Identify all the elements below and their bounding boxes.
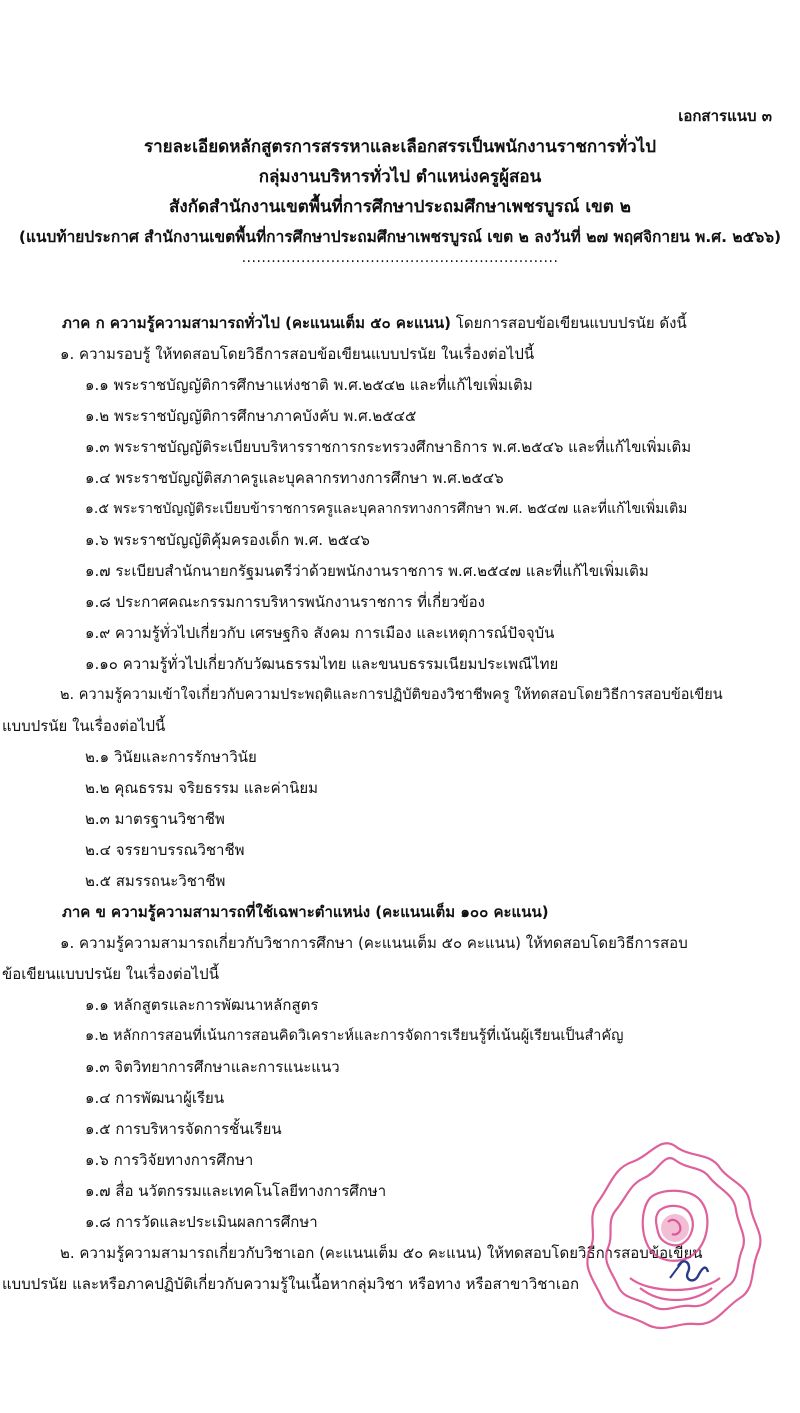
section-b-item-2-cont: แบบปรนัย และหรือภาคปฏิบัติเกี่ยวกับความรู้ในเนื้อหากลุ่มวิชา หรือทาง หรือสาขาวิชาเอก [2,1275,580,1293]
list-item: ๑.๙ ความรู้ทั่วไปเกี่ยวกับ เศรษฐกิจ สังคม การเมือง และเหตุการณ์ปัจจุบัน [85,624,555,642]
list-item: ๑.๗ สื่อ นวัตกรรมและเทคโนโลยีทางการศึกษา [85,1182,387,1200]
list-item: ๒.๓ มาตรฐานวิชาชีพ [85,810,225,828]
list-item: ๑.๕ การบริหารจัดการชั้นเรียน [85,1120,282,1138]
section-b-title: ภาค ข ความรู้ความสามารถที่ใช้เฉพาะตำแหน่ง (คะแนนเต็ม ๑๐๐ คะแนน) [62,903,549,921]
list-item: ๑.๑ หลักสูตรและการพัฒนาหลักสูตร [85,996,319,1014]
section-a-item-2: ๒. ความรู้ความเข้าใจเกี่ยวกับความประพฤติและการปฏิบัติของวิชาชีพครู ให้ทดสอบโดยวิธีการสอบข้อเขียน [60,687,723,703]
list-item: ๒.๒ คุณธรรม จริยธรรม และค่านิยม [85,779,319,797]
section-b-item-1: ๑. ความรู้ความสามารถเกี่ยวกับวิชาการศึกษา (คะแนนเต็ม ๕๐ คะแนน) ให้ทดสอบโดยวิธีการสอบ [60,934,688,952]
list-item: ๑.๑๐ ความรู้ทั่วไปเกี่ยวกับวัฒนธรรมไทย และขนบธรรมเนียมประเพณีไทย [85,655,559,673]
section-a-item-2-cont: แบบปรนัย ในเรื่องต่อไปนี้ [2,717,166,735]
list-item: ๑.๔ การพัฒนาผู้เรียน [85,1089,225,1107]
list-item: ๑.๔ พระราชบัญญัติสภาครูและบุคลากรทางการศึกษา พ.ศ.๒๕๔๖ [85,469,504,487]
section-b-item-1-cont: ข้อเขียนแบบปรนัย ในเรื่องต่อไปนี้ [2,965,219,983]
list-item: ๑.๒ หลักการสอนที่เน้นการสอนคิดวิเคราะห์และการจัดการเรียนรู้ที่เน้นผู้เรียนเป็นสำคัญ [85,1028,624,1044]
list-item: ๒.๔ จรรยาบรรณวิชาชีพ [85,841,245,859]
list-item: ๑.๓ พระราชบัญญัติระเบียบบริหารราชการกระทรวงศึกษาธิการ พ.ศ.๒๕๔๖ และที่แก้ไขเพิ่มเติม [85,438,692,456]
list-item: ๑.๗ ระเบียบสำนักนายกรัฐมนตรีว่าด้วยพนักงานราชการ พ.ศ.๒๕๔๗ และที่แก้ไขเพิ่มเติม [85,562,649,580]
section-b-item-2: ๒. ความรู้ความสามารถเกี่ยวกับวิชาเอก (คะแนนเต็ม ๕๐ คะแนน) ให้ทดสอบโดยวิธีการสอบข้อเขียน [60,1244,703,1262]
list-item: ๑.๓ จิตวิทยาการศึกษาและการแนะแนว [85,1058,340,1076]
list-item: ๑.๖ การวิจัยทางการศึกษา [85,1151,254,1169]
header-office: สังกัดสำนักงานเขตพื้นที่การศึกษาประถมศึกษาเพชรบูรณ์ เขต ๒ [169,197,631,217]
header-separator: ................................................................ [241,250,559,266]
header-group: กลุ่มงานบริหารทั่วไป ตำแหน่งครูผู้สอน [258,167,542,187]
list-item: ๑.๕ พระราชบัญญัติระเบียบข้าราชการครูและบุคลากรทางการศึกษา พ.ศ. ๒๕๔๗ และที่แก้ไขเพิ่มเติม [85,501,688,517]
list-item: ๒.๑ วินัยและการรักษาวินัย [85,748,257,766]
list-item: ๑.๘ ประกาศคณะกรรมการบริหารพนักงานราชการ ที่เกี่ยวข้อง [85,593,485,611]
list-item: ๑.๘ การวัดและประเมินผลการศึกษา [85,1213,318,1231]
list-item: ๒.๕ สมรรถนะวิชาชีพ [85,872,226,890]
document-header [0,132,800,252]
annex-label: เอกสารแนบ ๓ [678,107,772,125]
list-item: ๑.๖ พระราชบัญญัติคุ้มครองเด็ก พ.ศ. ๒๕๔๖ [85,531,370,549]
header-reference: (แนบท้ายประกาศ สำนักงานเขตพื้นที่การศึกษาประถมศึกษาเพชรบูรณ์ เขต ๒ ลงวันที่ ๒๗ พฤศจิกายน พ.ศ. ๒๕๖๖) [18,228,782,246]
header-title: รายละเอียดหลักสูตรการสรรหาและเลือกสรรเป็นพนักงานราชการทั่วไป [144,137,656,157]
section-a-item-1: ๑. ความรอบรู้ ให้ทดสอบโดยวิธีการสอบข้อเขียนแบบปรนัย ในเรื่องต่อไปนี้ [60,345,535,363]
list-item: ๑.๒ พระราชบัญญัติการศึกษาภาคบังคับ พ.ศ.๒๕๔๕ [85,407,417,425]
office-seal-stamp [580,1138,770,1338]
signature-mark [678,1261,708,1280]
section-a-title: ภาค ก ความรู้ความสามารถทั่วไป (คะแนนเต็ม ๕๐ คะแนน) โดยการสอบข้อเขียนแบบปรนัย ดังนี้ [62,314,687,332]
list-item: ๑.๑ พระราชบัญญัติการศึกษาแห่งชาติ พ.ศ.๒๕๔๒ และที่แก้ไขเพิ่มเติม [85,376,533,394]
